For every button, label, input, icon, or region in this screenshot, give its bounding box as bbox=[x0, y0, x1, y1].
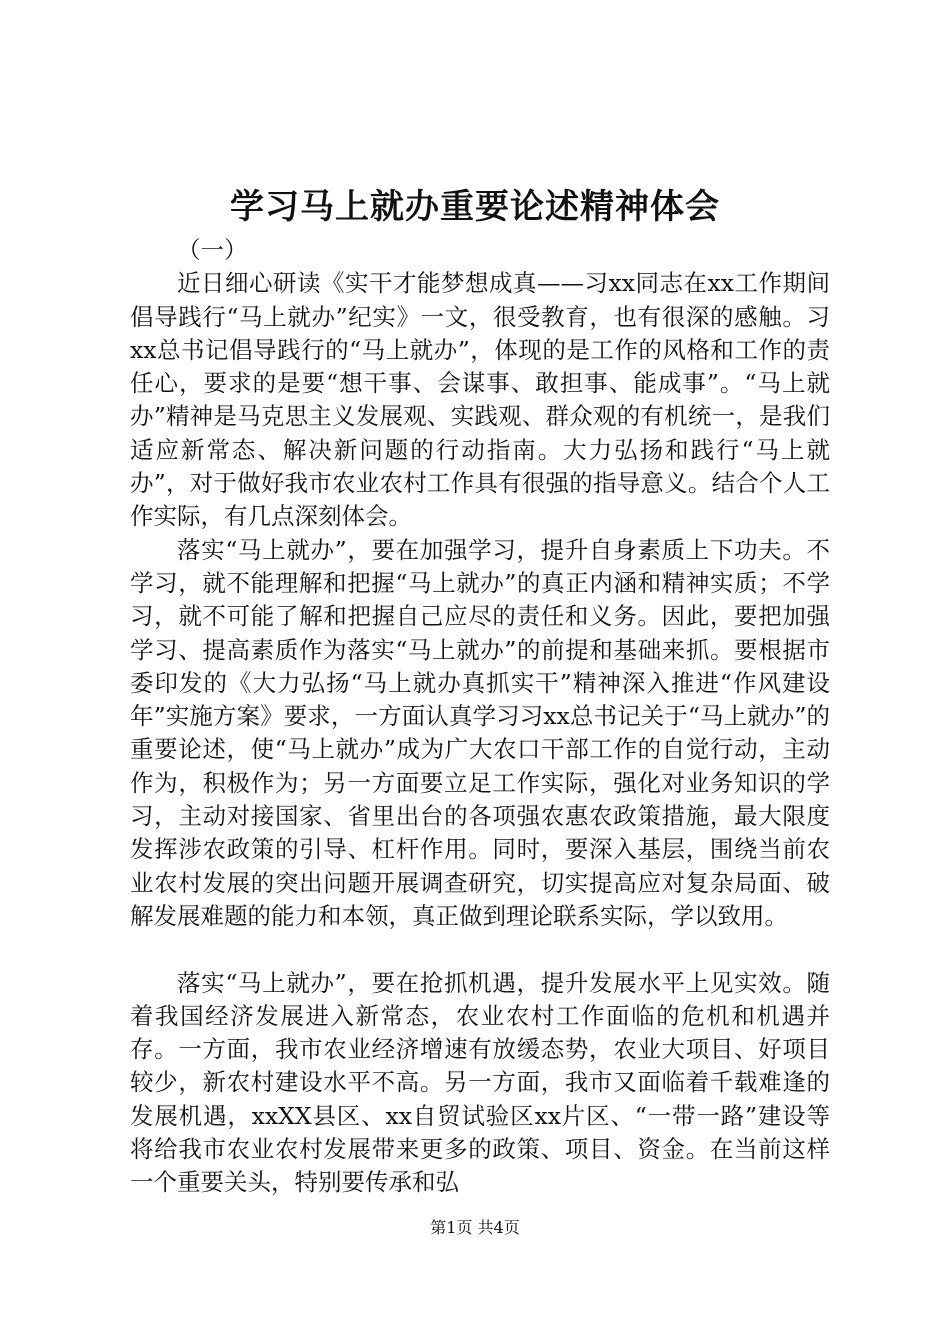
paragraph-1: 近日细心研读《实干才能梦想成真——习xx同志在xx工作期间倡导践行“马上就办”纪实》一文，很受教育，也有很深的感触。习xx总书记倡导践行的“马上就办”，体现的是工作的风格和工作的责任心，要求的是要“想干事、会谋事、敢担事、能成事”。“马上就办”精神是马克思主义发展观、实践观、群众观的有机统一，是我们适应新常态、解决新问题的行动指南。大力弘扬和践行“马上就办”，对于做好我市农业农村工作具有很强的指导意义。结合个人工作实际，有几点深刻体会。 bbox=[130, 269, 830, 531]
paragraph-3: 落实“马上就办”，要在抢抓机遇，提升发展水平上见实效。随着我国经济发展进入新常态，农业农村工作面临的危机和机遇并存。一方面，我市农业经济增速有放缓态势，农业大项目、好项目较少，新农村建设水平不高。另一方面，我市又面临着千载难逢的发展机遇，xxXX县区、xx自贸试验区xx片区、“一带一路”建设等将给我市农业农村发展带来更多的政策、项目、资金。在当前这样一个重要关头，特别要传承和弘 bbox=[130, 968, 830, 1197]
page-footer: 第1页 共4页 bbox=[430, 1218, 520, 1237]
document-body bbox=[130, 234, 830, 1200]
section-marker: （一） bbox=[177, 236, 248, 264]
paragraph-2: 落实“马上就办”，要在加强学习，提升自身素质上下功夫。不学习，就不能理解和把握“马上就办”的真正内涵和精神实质；不学习，就不可能了解和把握自己应尽的责任和义务。因此，要把加强学习、提高素质作为落实“马上就办”的前提和基础来抓。要根据市委印发的《大力弘扬“马上就办真抓实干”精神深入推进“作风建设年”实施方案》要求，一方面认真学习习xx总书记关于“马上就办”的重要论述，使“马上就办”成为广大农口干部工作的自觉行动，主动作为，积极作为；另一方面要立足工作实际，强化对业务知识的学习，主动对接国家、省里出台的各项强农惠农政策措施，最大限度发挥涉农政策的引导、杠杆作用。同时，要深入基层，围绕当前农业农村发展的突出问题开展调查研究，切实提高应对复杂局面、破解发展难题的能力和本领，真正做到理论联系实际，学以致用。 bbox=[130, 535, 830, 930]
document-title: 学习马上就办重要论述精神体会 bbox=[230, 187, 720, 227]
